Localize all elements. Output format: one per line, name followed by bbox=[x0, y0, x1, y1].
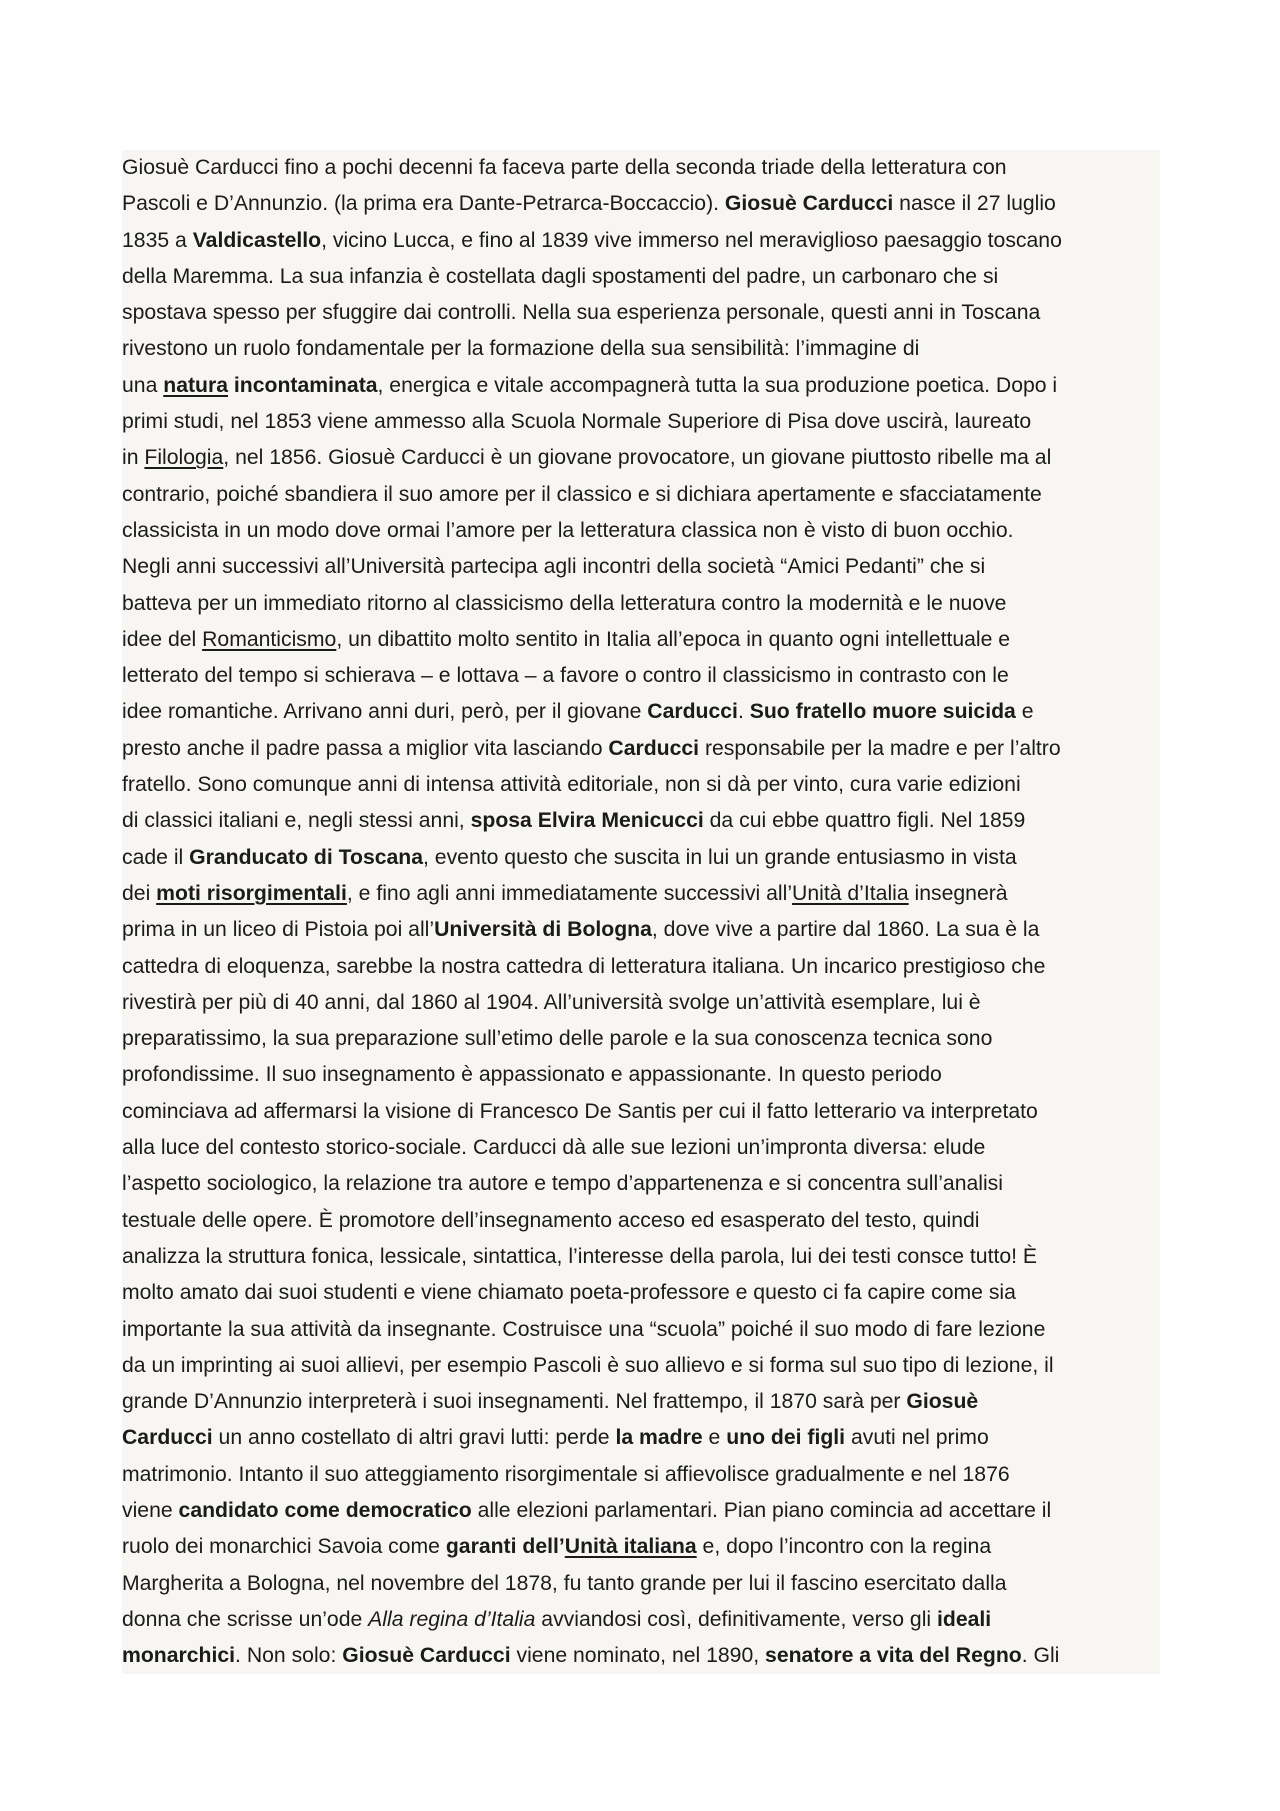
text-segment: , nel 1856. Giosuè Carducci è un giovane provocatore, un giovane piuttosto ribelle ma al bbox=[223, 446, 1052, 470]
text-segment: da cui ebbe quattro figli. Nel 1859 bbox=[703, 809, 1026, 833]
text-segment: Negli anni successivi all’Università partecipa agli incontri della società “Amici Pedanti” che si bbox=[122, 555, 986, 579]
text-line bbox=[122, 767, 1160, 803]
text-segment: e bbox=[1015, 700, 1034, 724]
text-segment: cominciava ad affermarsi la visione di Francesco De Santis per cui il fatto letterario va interpretato bbox=[122, 1099, 1038, 1123]
text-line bbox=[122, 1130, 1160, 1166]
text-segment: responsabile per la madre e per l’altro bbox=[699, 736, 1061, 760]
text-segment: incontaminata bbox=[228, 373, 378, 397]
text-segment: nasce il 27 luglio bbox=[893, 192, 1056, 216]
text-line bbox=[122, 1021, 1160, 1057]
text-segment: . Gli bbox=[1021, 1644, 1060, 1668]
text-segment: , e fino agli anni immediatamente successivi all’ bbox=[346, 881, 793, 905]
text-segment: , un dibattito molto sentito in Italia all’epoca in quanto ogni intellettuale e bbox=[336, 627, 1011, 651]
text-line bbox=[122, 477, 1160, 513]
text-segment: un anno costellato di altri gravi lutti: perde bbox=[212, 1426, 616, 1450]
text-segment: da un imprinting ai suoi allievi, per esempio Pascoli è suo allievo e si forma sul suo tipo di lezione, il bbox=[122, 1353, 1054, 1377]
text-segment: Alla regina d’Italia bbox=[368, 1607, 536, 1631]
text-segment: grande D’Annunzio interpreterà i suoi insegnamenti. Nel frattempo, il 1870 sarà per bbox=[122, 1390, 907, 1414]
text-segment: Unità italiana bbox=[564, 1535, 697, 1559]
text-line bbox=[122, 440, 1160, 476]
text-segment: analizza la struttura fonica, lessicale, sintattica, l’interesse della parola, lui dei testi consce tutto! È bbox=[122, 1244, 1038, 1268]
text-line bbox=[122, 876, 1160, 912]
text-line bbox=[122, 368, 1160, 404]
text-line bbox=[122, 1493, 1160, 1529]
text-segment: l’aspetto sociologico, la relazione tra autore e tempo d’appartenenza e si concentra sull’analisi bbox=[122, 1172, 1003, 1196]
text-line bbox=[122, 1312, 1160, 1348]
text-segment: candidato come democratico bbox=[178, 1498, 472, 1522]
text-line bbox=[122, 1457, 1160, 1493]
text-segment: senatore a vita del Regno bbox=[765, 1644, 1022, 1668]
text-segment: moti risorgimentali bbox=[156, 881, 347, 905]
text-segment: Pascoli e D’Annunzio. (la prima era Dante-Petrarca-Boccaccio). bbox=[122, 192, 725, 216]
text-segment: batteva per un immediato ritorno al classicismo della letteratura contro la modernità e le nuove bbox=[122, 591, 1007, 615]
text-segment: Carducci bbox=[122, 1426, 213, 1450]
text-segment: della Maremma. La sua infanzia è costellata dagli spostamenti del padre, un carbonaro che si bbox=[122, 264, 999, 288]
text-line bbox=[122, 1239, 1160, 1275]
text-segment: avviandosi così, definitivamente, verso gli bbox=[535, 1607, 938, 1631]
text-line bbox=[122, 1203, 1160, 1239]
text-line bbox=[122, 1275, 1160, 1311]
text-segment: Giosuè Carducci bbox=[724, 192, 894, 216]
text-segment: preparatissimo, la sua preparazione sull’etimo delle parole e la sua conoscenza tecnica sono bbox=[122, 1027, 993, 1051]
text-segment: importante la sua attività da insegnante. Costruisce una “scuola” poiché il suo modo di fare lezione bbox=[122, 1317, 1046, 1341]
text-segment: Margherita a Bologna, nel novembre del 1878, fu tanto grande per lui il fascino esercitato dalla bbox=[122, 1571, 1007, 1595]
text-segment: idee del bbox=[122, 627, 203, 651]
text-segment: Carducci bbox=[608, 736, 700, 760]
text-segment: donna che scrisse un’ode bbox=[122, 1607, 369, 1631]
text-segment: dei bbox=[122, 881, 157, 905]
text-line bbox=[122, 949, 1160, 985]
text-segment: Giosuè Carducci bbox=[342, 1644, 511, 1668]
text-segment: ideali bbox=[937, 1607, 992, 1631]
text-segment: , vicino Lucca, e fino al 1839 vive immerso nel meraviglioso paesaggio toscano bbox=[321, 228, 1062, 252]
text-line bbox=[122, 985, 1160, 1021]
text-line bbox=[122, 694, 1160, 730]
text-segment: , energica e vitale accompagnerà tutta la sua produzione poetica. Dopo i bbox=[377, 373, 1058, 397]
text-segment: profondissime. Il suo insegnamento è appassionato e appassionante. In questo periodo bbox=[122, 1063, 942, 1087]
article-body bbox=[122, 150, 1160, 1674]
text-segment: . bbox=[737, 700, 750, 724]
text-segment: 1835 a bbox=[122, 228, 193, 252]
text-line bbox=[122, 186, 1160, 222]
text-segment: una bbox=[122, 373, 164, 397]
text-segment: cattedra di eloquenza, sarebbe la nostra cattedra di letteratura italiana. Un incarico prestigioso che bbox=[122, 954, 1046, 978]
text-segment: la madre bbox=[615, 1426, 703, 1450]
text-segment: ruolo dei monarchici Savoia come bbox=[122, 1535, 446, 1559]
text-segment: prima in un liceo di Pistoia poi all’ bbox=[122, 918, 435, 942]
text-line bbox=[122, 658, 1160, 694]
text-line bbox=[122, 1602, 1160, 1638]
text-segment: sposa Elvira Menicucci bbox=[470, 809, 704, 833]
text-segment: Suo fratello muore suicida bbox=[749, 700, 1016, 724]
text-line bbox=[122, 586, 1160, 622]
text-line bbox=[122, 1384, 1160, 1420]
text-segment: rivestono un ruolo fondamentale per la formazione della sua sensibilità: l’immagine di bbox=[122, 337, 920, 361]
text-line bbox=[122, 1057, 1160, 1093]
text-segment: monarchici bbox=[122, 1644, 236, 1668]
text-line bbox=[122, 1638, 1160, 1674]
text-segment: primi studi, nel 1853 viene ammesso alla Scuola Normale Superiore di Pisa dove uscirà, laureato bbox=[122, 410, 1032, 434]
text-segment: Unità d’Italia bbox=[792, 881, 909, 905]
text-segment: letterato del tempo si schierava – e lottava – a favore o contro il classicismo in contrasto con le bbox=[122, 664, 1009, 688]
text-line bbox=[122, 1166, 1160, 1202]
text-line bbox=[122, 513, 1160, 549]
text-line bbox=[122, 549, 1160, 585]
text-line bbox=[122, 1566, 1160, 1602]
text-segment: Giosuè bbox=[906, 1390, 979, 1414]
text-line bbox=[122, 259, 1160, 295]
text-line bbox=[122, 1420, 1160, 1456]
text-line bbox=[122, 731, 1160, 767]
text-segment: viene nominato, nel 1890, bbox=[510, 1644, 766, 1668]
text-segment: Università di Bologna bbox=[434, 918, 652, 942]
text-segment: viene bbox=[122, 1498, 179, 1522]
text-segment: , evento questo che suscita in lui un grande entusiasmo in vista bbox=[423, 845, 1017, 869]
text-segment: garanti dell’ bbox=[445, 1535, 565, 1559]
text-segment: Valdicastello bbox=[192, 228, 322, 252]
text-segment: alla luce del contesto storico-sociale. Carducci dà alle sue lezioni un’impronta diversa: elude bbox=[122, 1136, 986, 1160]
text-segment: Giosuè Carducci fino a pochi decenni fa faceva parte della seconda triade della letteratura con bbox=[122, 156, 1007, 179]
text-segment: . Non solo: bbox=[235, 1644, 343, 1668]
text-segment: in bbox=[122, 446, 145, 470]
text-segment: testuale delle opere. È promotore dell’insegnamento acceso ed esasperato del testo, quindi bbox=[122, 1208, 980, 1232]
text-line bbox=[122, 150, 1160, 186]
text-segment: rivestirà per più di 40 anni, dal 1860 al 1904. All’università svolge un’attività esemplare, lui è bbox=[122, 990, 981, 1014]
text-segment: uno dei figli bbox=[726, 1426, 846, 1450]
text-segment: alle elezioni parlamentari. Pian piano comincia ad accettare il bbox=[471, 1498, 1052, 1522]
text-line bbox=[122, 295, 1160, 331]
text-line bbox=[122, 1094, 1160, 1130]
text-segment: Carducci bbox=[647, 700, 738, 724]
text-segment: matrimonio. Intanto il suo atteggiamento risorgimentale si affievolisce gradualmente e nel 1876 bbox=[122, 1462, 1010, 1486]
text-line bbox=[122, 803, 1160, 839]
text-segment: classicista in un modo dove ormai l’amore per la letteratura classica non è visto di buon occhio. bbox=[122, 518, 1014, 542]
text-line bbox=[122, 912, 1160, 948]
text-segment: molto amato dai suoi studenti e viene chiamato poeta-professore e questo ci fa capire come sia bbox=[122, 1281, 1016, 1305]
text-segment: spostava spesso per sfuggire dai controlli. Nella sua esperienza personale, questi anni in Toscana bbox=[122, 301, 1041, 325]
text-segment: fratello. Sono comunque anni di intensa attività editoriale, non si dà per vinto, cura varie edizioni bbox=[122, 773, 1021, 797]
text-segment: contrario, poiché sbandiera il suo amore per il classico e si dichiara apertamente e sfacciatamente bbox=[122, 482, 1042, 506]
text-line bbox=[122, 1348, 1160, 1384]
text-segment: avuti nel primo bbox=[845, 1426, 989, 1450]
text-segment: idee romantiche. Arrivano anni duri, però, per il giovane bbox=[122, 700, 648, 724]
text-segment: Filologia bbox=[144, 446, 224, 470]
text-line bbox=[122, 1529, 1160, 1565]
text-segment: insegnerà bbox=[908, 881, 1008, 905]
text-segment: presto anche il padre passa a miglior vita lasciando bbox=[122, 736, 609, 760]
text-segment: e bbox=[702, 1426, 727, 1450]
text-line bbox=[122, 840, 1160, 876]
text-segment: e, dopo l’incontro con la regina bbox=[696, 1535, 992, 1559]
text-segment: di classici italiani e, negli stessi anni, bbox=[122, 809, 471, 833]
text-line bbox=[122, 331, 1160, 367]
text-segment: Romanticismo bbox=[202, 627, 337, 651]
text-line bbox=[122, 223, 1160, 259]
text-segment: , dove vive a partire dal 1860. La sua è la bbox=[651, 918, 1040, 942]
text-line bbox=[122, 404, 1160, 440]
text-line bbox=[122, 622, 1160, 658]
text-segment: natura bbox=[163, 373, 229, 397]
text-segment: Granducato di Toscana bbox=[189, 845, 424, 869]
text-segment: cade il bbox=[122, 845, 190, 869]
